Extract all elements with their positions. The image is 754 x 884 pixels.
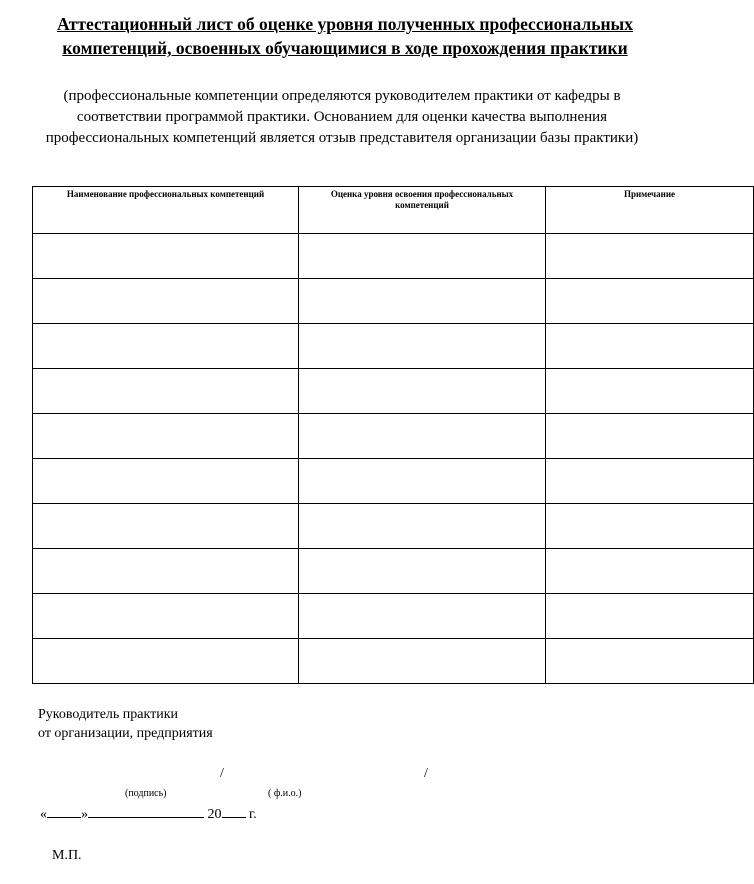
table-cell (299, 324, 546, 369)
page-subtitle: (профессиональные компетенции определяются руководителем практики от кафедры в соответствии программой практики. Основанием для оценки качества выполнения профессиональных компетенций является отзыв представителя организации базы практики) (45, 88, 639, 146)
table-row (33, 234, 754, 279)
page-title: Аттестационный лист об оценке уровня полученных профессиональных компетенций, освоенных обучающимися в ходе прохождения практики (57, 14, 633, 58)
table-row (33, 639, 754, 684)
signature-caption: (подпись) (125, 788, 167, 799)
signature-separator-2: / (424, 766, 428, 781)
year-blank (222, 804, 246, 818)
table-row (33, 459, 754, 504)
table-body (33, 234, 754, 684)
table-cell (299, 504, 546, 549)
signature-separator-1: / (220, 766, 224, 781)
table-cell (33, 369, 299, 414)
table-cell (33, 504, 299, 549)
table-cell (546, 639, 754, 684)
table-cell (546, 324, 754, 369)
table-cell (299, 369, 546, 414)
supervisor-role-line1: Руководитель практики (38, 707, 179, 722)
table-cell (33, 639, 299, 684)
year-prefix: 20 (207, 807, 222, 822)
day-blank (47, 804, 81, 818)
table-cell (33, 549, 299, 594)
table-cell (546, 459, 754, 504)
date-close-quote: » (81, 807, 88, 822)
table-cell (299, 279, 546, 324)
table-cell (299, 594, 546, 639)
table-cell (546, 504, 754, 549)
name-caption: ( ф.и.о.) (268, 788, 302, 799)
table-row (33, 504, 754, 549)
column-header-assessment: Оценка уровня освоения профессиональных компетенций (299, 187, 546, 234)
table-cell (33, 324, 299, 369)
table-cell (33, 459, 299, 504)
table-cell (546, 234, 754, 279)
supervisor-role (38, 705, 213, 743)
year-suffix: г. (249, 807, 257, 822)
table-row (33, 414, 754, 459)
table-cell (299, 459, 546, 504)
date-open-quote: « (40, 807, 47, 822)
column-header-competency-name: Наименование профессиональных компетенций (33, 187, 299, 234)
table-cell (299, 639, 546, 684)
table-cell (33, 234, 299, 279)
table-row (33, 594, 754, 639)
table-row (33, 369, 754, 414)
supervisor-role-line2: от организации, предприятия (38, 726, 213, 741)
table-cell (299, 549, 546, 594)
table-cell (33, 414, 299, 459)
table-cell (33, 594, 299, 639)
table-cell (33, 279, 299, 324)
competencies-table (32, 186, 754, 684)
table-cell (546, 369, 754, 414)
table-row (33, 324, 754, 369)
table-cell (546, 594, 754, 639)
column-header-note: Примечание (546, 187, 754, 234)
stamp-label: М.П. (52, 848, 82, 863)
table-row (33, 549, 754, 594)
table-row (33, 279, 754, 324)
table-cell (546, 414, 754, 459)
table-cell (546, 549, 754, 594)
table-cell (299, 414, 546, 459)
month-blank (88, 804, 204, 818)
table-header-row (33, 187, 754, 234)
table-cell (299, 234, 546, 279)
table-cell (546, 279, 754, 324)
date-line (40, 804, 257, 823)
